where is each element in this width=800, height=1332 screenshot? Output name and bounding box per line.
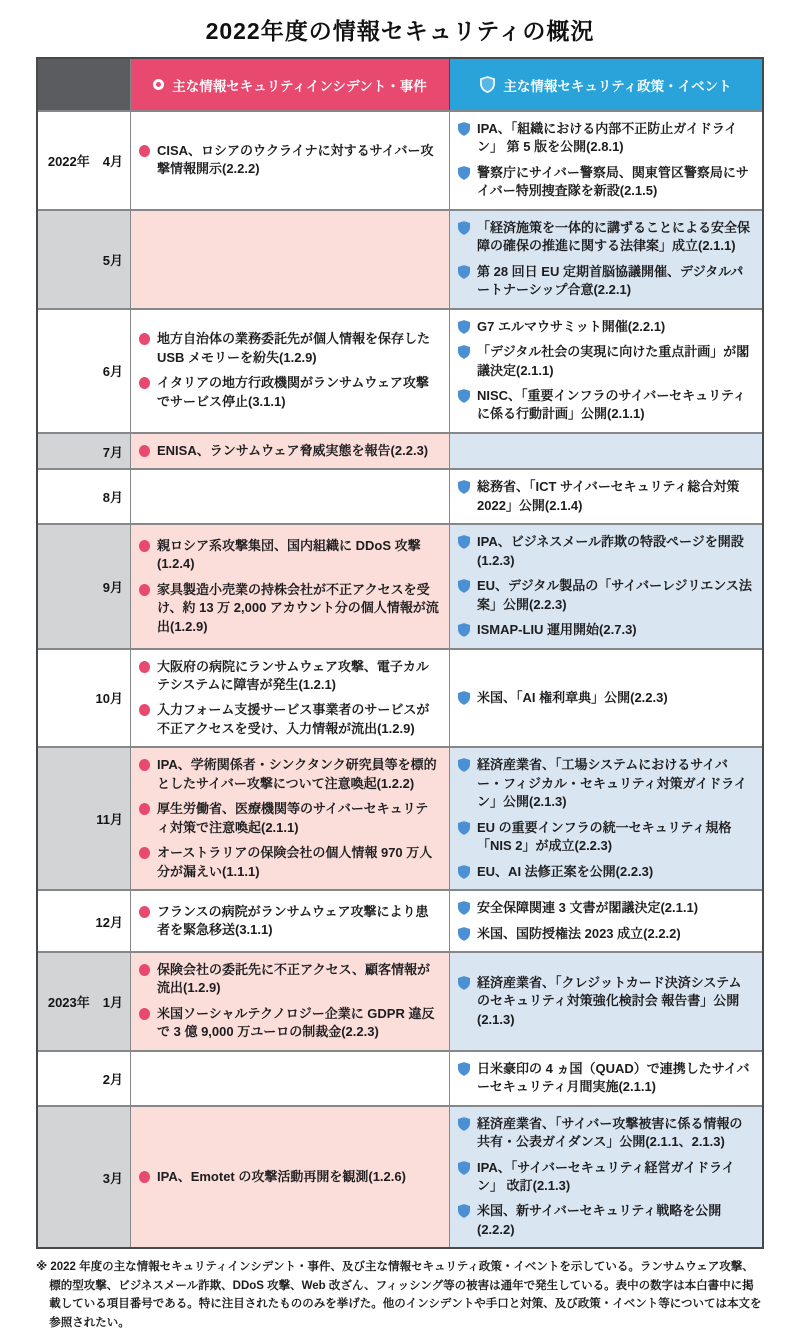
incident-item bbox=[139, 581, 440, 636]
shield-bullet-icon bbox=[458, 927, 470, 941]
policy-item-text: 経済産業省、「工場システムにおけるサイバー・フィジカル・セキュリティ対策ガイドライン」公開(2.1.3) bbox=[477, 757, 747, 810]
incident-cell bbox=[131, 434, 450, 468]
month-cell bbox=[38, 211, 131, 308]
shield-bullet-icon bbox=[458, 1062, 470, 1076]
circle-icon bbox=[153, 79, 164, 90]
policy-column-header bbox=[450, 59, 762, 110]
table-row bbox=[38, 746, 762, 889]
policy-item bbox=[458, 533, 753, 570]
incident-cell bbox=[131, 525, 450, 647]
policy-item bbox=[458, 1115, 753, 1152]
policy-item-text: IPA、「サイバーセキュリティ経営ガイドライン」 改訂(2.1.3) bbox=[477, 1159, 735, 1194]
incident-bullet-icon bbox=[139, 704, 150, 716]
table-row bbox=[38, 432, 762, 468]
incident-item-text: 入力フォーム支援サービス事業者のサービスが不正アクセスを受け、入力情報が流出(1.2.9) bbox=[157, 702, 430, 736]
policy-item-text: NISC、「重要インフラのサイバーセキュリティに係る行動計画」公開(2.1.1) bbox=[477, 387, 746, 422]
policy-item bbox=[458, 819, 753, 856]
policy-header-label: 主な情報セキュリティ政策・イベント bbox=[503, 78, 732, 94]
incident-item-text: フランスの病院がランサムウェア攻撃により患者を緊急移送(3.1.1) bbox=[157, 903, 429, 937]
month-label: 7月 bbox=[102, 444, 123, 460]
shield-bullet-icon bbox=[458, 623, 470, 637]
incident-bullet-icon bbox=[139, 1008, 150, 1020]
policy-item-text: 警察庁にサイバー警察局、関東管区警察局にサイバー特別捜査隊を新設(2.1.5) bbox=[477, 164, 749, 199]
month-cell bbox=[38, 470, 131, 523]
incident-bullet-icon bbox=[139, 759, 150, 771]
incident-item-text: イタリアの地方行政機関がランサムウェア攻撃でサービス停止(3.1.1) bbox=[157, 375, 429, 409]
incident-bullet-icon bbox=[139, 803, 150, 815]
incident-item bbox=[139, 903, 440, 940]
shield-bullet-icon bbox=[458, 1161, 470, 1175]
policy-item bbox=[458, 219, 753, 256]
policy-item-text: 経済産業省、「サイバー攻撃被害に係る情報の共有・公表ガイダンス」公開(2.1.1、2.1.3) bbox=[477, 1115, 743, 1150]
shield-bullet-icon bbox=[458, 480, 470, 494]
incident-item-text: 米国ソーシャルテクノロジー企業に GDPR 違反で 3 億 9,000 万ユーロの制裁金(2.2.3) bbox=[157, 1005, 435, 1040]
policy-item-text: 米国、新サイバーセキュリティ戦略を公開(2.2.2) bbox=[477, 1203, 722, 1237]
incident-cell bbox=[131, 211, 450, 308]
policy-item bbox=[458, 863, 753, 881]
incident-item bbox=[139, 701, 440, 738]
table-row bbox=[38, 308, 762, 432]
incident-item-text: 親ロシア系攻撃集団、国内組織に DDoS 攻撃(1.2.4) bbox=[157, 537, 421, 572]
policy-item bbox=[458, 263, 753, 300]
policy-cell bbox=[450, 310, 762, 432]
policy-item-text: 安全保障関連 3 文書が閣議決定(2.1.1) bbox=[477, 900, 699, 916]
incident-bullet-icon bbox=[139, 333, 150, 345]
policy-item bbox=[458, 318, 753, 336]
incident-bullet-icon bbox=[139, 661, 150, 673]
incident-cell bbox=[131, 112, 450, 209]
month-cell bbox=[38, 434, 131, 468]
policy-item-text: 米国、「AI 権利章典」公開(2.2.3) bbox=[477, 689, 668, 705]
shield-bullet-icon bbox=[458, 1204, 470, 1218]
shield-bullet-icon bbox=[458, 758, 470, 772]
incident-item bbox=[139, 1168, 440, 1186]
policy-item-text: ISMAP-LIU 運用開始(2.7.3) bbox=[477, 622, 637, 638]
policy-item-text: EU、デジタル製品の「サイバーレジリエンス法案」公開(2.2.3) bbox=[477, 578, 752, 612]
incident-bullet-icon bbox=[139, 445, 150, 457]
incident-bullet-icon bbox=[139, 540, 150, 552]
incident-item-text: 家具製造小売業の持株会社が不正アクセスを受け、約 13 万 2,000 アカウント分の個人情報が流出(1.2.9) bbox=[157, 581, 439, 634]
month-label: 11月 bbox=[96, 812, 123, 828]
table-row bbox=[38, 951, 762, 1050]
month-cell bbox=[38, 525, 131, 647]
table-row bbox=[38, 523, 762, 647]
policy-item bbox=[458, 925, 753, 943]
month-label: 3月 bbox=[102, 1170, 123, 1186]
shield-bullet-icon bbox=[458, 821, 470, 835]
shield-bullet-icon bbox=[458, 865, 470, 879]
policy-item bbox=[458, 387, 753, 424]
month-cell bbox=[38, 650, 131, 747]
policy-item bbox=[458, 1202, 753, 1239]
incident-bullet-icon bbox=[139, 1171, 150, 1183]
month-cell bbox=[38, 953, 131, 1050]
policy-item bbox=[458, 689, 753, 707]
policy-item bbox=[458, 1159, 753, 1196]
footnote: ※ 2022 年度の主な情報セキュリティインシデント・事件、及び主な情報セキュリティ政策・イベントを示している。ランサムウェア攻撃、標的型攻撃、ビジネスメール詐欺、DDoS 攻撃、Web 改ざん、フィッシング等の被害は通年で発生している。表中の数字は本白書中に掲載している項目番号である。特に注目されたもののみを挙げた。他のインシデントや手口と対策、及び政策・イベント等については本文を参照されたい。 bbox=[36, 1261, 762, 1329]
policy-item-text: 「デジタル社会の実現に向けた重点計画」が閣議決定(2.1.1) bbox=[477, 344, 750, 378]
shield-bullet-icon bbox=[458, 691, 470, 705]
shield-bullet-icon bbox=[458, 265, 470, 279]
policy-item-text: EU、AI 法修正案を公開(2.2.3) bbox=[477, 863, 654, 879]
incident-item bbox=[139, 658, 440, 695]
shield-bullet-icon bbox=[458, 320, 470, 334]
table-row bbox=[38, 468, 762, 523]
policy-item bbox=[458, 1060, 753, 1097]
policy-cell bbox=[450, 211, 762, 308]
incident-item-text: 厚生労働省、医療機関等のサイバーセキュリティ対策で注意喚起(2.1.1) bbox=[157, 801, 429, 835]
incident-cell bbox=[131, 953, 450, 1050]
policy-cell bbox=[450, 525, 762, 647]
incident-item bbox=[139, 800, 440, 837]
policy-item bbox=[458, 343, 753, 380]
policy-item-text: EU の重要インフラの統一セキュリティ規格「NIS 2」が成立(2.2.3) bbox=[477, 819, 732, 854]
policy-item bbox=[458, 899, 753, 917]
month-label: 5月 bbox=[102, 252, 123, 268]
month-cell bbox=[38, 891, 131, 951]
policy-cell bbox=[450, 112, 762, 209]
policy-item bbox=[458, 756, 753, 811]
policy-item bbox=[458, 120, 753, 157]
incident-bullet-icon bbox=[139, 145, 150, 157]
policy-item bbox=[458, 577, 753, 614]
incident-item bbox=[139, 330, 440, 367]
shield-bullet-icon bbox=[458, 976, 470, 990]
incident-item-text: IPA、学術関係者・シンクタンク研究員等を標的としたサイバー攻撃について注意喚起(1.2.2) bbox=[157, 757, 437, 791]
incident-item-text: 大阪府の病院にランサムウェア攻撃、電子カルテシステムに障害が発生(1.2.1) bbox=[157, 658, 429, 692]
policy-item-text: 米国、国防授権法 2023 成立(2.2.2) bbox=[477, 925, 681, 941]
policy-cell bbox=[450, 470, 762, 523]
month-label: 8月 bbox=[102, 490, 123, 506]
incident-bullet-icon bbox=[139, 847, 150, 859]
policy-cell bbox=[450, 650, 762, 747]
incident-bullet-icon bbox=[139, 377, 150, 389]
policy-cell bbox=[450, 748, 762, 889]
policy-item-text: G7 エルマウサミット開催(2.2.1) bbox=[477, 318, 666, 334]
table-body bbox=[38, 110, 762, 1247]
incident-bullet-icon bbox=[139, 906, 150, 918]
shield-bullet-icon bbox=[458, 901, 470, 915]
policy-cell bbox=[450, 1107, 762, 1248]
policy-item-text: 第 28 回日 EU 定期首脳協議開催、デジタルパートナーシップ合意(2.2.1) bbox=[477, 263, 744, 298]
month-label: 2022年 4月 bbox=[47, 153, 123, 169]
policy-item bbox=[458, 164, 753, 201]
policy-item-text: 経済産業省、「クレジットカード決済システムのセキュリティ対策強化検討会 報告書」公開(2.1.3) bbox=[477, 974, 742, 1027]
incident-cell bbox=[131, 470, 450, 523]
incident-bullet-icon bbox=[139, 584, 150, 596]
incident-cell bbox=[131, 1107, 450, 1248]
incident-item bbox=[139, 844, 440, 881]
shield-bullet-icon bbox=[458, 122, 470, 136]
policy-item bbox=[458, 974, 753, 1029]
incident-item-text: ENISA、ランサムウェア脅威実態を報告(2.2.3) bbox=[157, 442, 429, 458]
corner-cell bbox=[38, 59, 131, 110]
policy-item-text: 総務省、「ICT サイバーセキュリティ総合対策 2022」公開(2.1.4) bbox=[477, 479, 740, 513]
page-title: 2022年度の情報セキュリティの概況 bbox=[205, 18, 595, 44]
month-cell bbox=[38, 1052, 131, 1105]
month-label: 12月 bbox=[95, 914, 123, 930]
policy-item-text: IPA、「組織における内部不正防止ガイドライン」 第 5 版を公開(2.8.1) bbox=[477, 121, 738, 155]
month-cell bbox=[38, 112, 131, 209]
month-label: 9月 bbox=[102, 579, 123, 595]
shield-bullet-icon bbox=[458, 579, 470, 593]
shield-icon bbox=[480, 76, 495, 93]
table-row bbox=[38, 648, 762, 747]
shield-bullet-icon bbox=[458, 166, 470, 180]
incident-cell bbox=[131, 310, 450, 432]
table-header-row bbox=[38, 59, 762, 110]
policy-cell bbox=[450, 891, 762, 951]
incident-item-text: 保険会社の委託先に不正アクセス、顧客情報が流出(1.2.9) bbox=[157, 961, 431, 996]
incident-item-text: CISA、ロシアのウクライナに対するサイバー攻撃情報開示(2.2.2) bbox=[157, 142, 434, 177]
shield-bullet-icon bbox=[458, 535, 470, 549]
incident-cell bbox=[131, 891, 450, 951]
incident-cell bbox=[131, 1052, 450, 1105]
incident-item bbox=[139, 442, 440, 460]
policy-item bbox=[458, 478, 753, 515]
table-row bbox=[38, 110, 762, 209]
incident-item bbox=[139, 1005, 440, 1042]
month-label: 2023年 1月 bbox=[47, 994, 123, 1010]
policy-item bbox=[458, 621, 753, 639]
policy-cell bbox=[450, 1052, 762, 1105]
table-row bbox=[38, 1050, 762, 1105]
shield-bullet-icon bbox=[458, 389, 470, 403]
incident-item bbox=[139, 961, 440, 998]
incident-cell bbox=[131, 650, 450, 747]
incident-item bbox=[139, 374, 440, 411]
policy-item-text: 日米豪印の 4 ヵ国（QUAD）で連携したサイバーセキュリティ月間実施(2.1.1) bbox=[477, 1060, 750, 1095]
shield-bullet-icon bbox=[458, 1117, 470, 1131]
incident-item bbox=[139, 756, 440, 793]
shield-bullet-icon bbox=[458, 221, 470, 235]
security-overview-table bbox=[36, 57, 764, 1249]
policy-cell bbox=[450, 953, 762, 1050]
policy-item-text: 「経済施策を一体的に講ずることによる安全保障の確保の推進に関する法律案」成立(2.1.1) bbox=[477, 219, 751, 254]
incident-header-label: 主な情報セキュリティインシデント・事件 bbox=[172, 78, 427, 94]
table-row bbox=[38, 1105, 762, 1248]
incident-bullet-icon bbox=[139, 964, 150, 976]
table-row bbox=[38, 209, 762, 308]
incident-item bbox=[139, 142, 440, 179]
incident-item-text: IPA、Emotet の攻撃活動再開を観測(1.2.6) bbox=[157, 1168, 406, 1184]
incident-item bbox=[139, 537, 440, 574]
month-cell bbox=[38, 748, 131, 889]
incident-item-text: 地方自治体の業務委託先が個人情報を保存した USB メモリーを紛失(1.2.9) bbox=[157, 331, 431, 365]
month-label: 6月 bbox=[102, 364, 123, 380]
month-label: 10月 bbox=[95, 691, 123, 707]
month-cell bbox=[38, 310, 131, 432]
incident-item-text: オーストラリアの保険会社の個人情報 970 万人分が漏えい(1.1.1) bbox=[157, 845, 433, 879]
month-cell bbox=[38, 1107, 131, 1248]
policy-cell bbox=[450, 434, 762, 468]
table-row bbox=[38, 889, 762, 951]
incident-cell bbox=[131, 748, 450, 889]
shield-bullet-icon bbox=[458, 345, 470, 359]
incident-column-header bbox=[131, 59, 450, 110]
policy-item-text: IPA、ビジネスメール詐欺の特設ページを開設(1.2.3) bbox=[477, 534, 744, 568]
month-label: 2月 bbox=[102, 1071, 123, 1087]
